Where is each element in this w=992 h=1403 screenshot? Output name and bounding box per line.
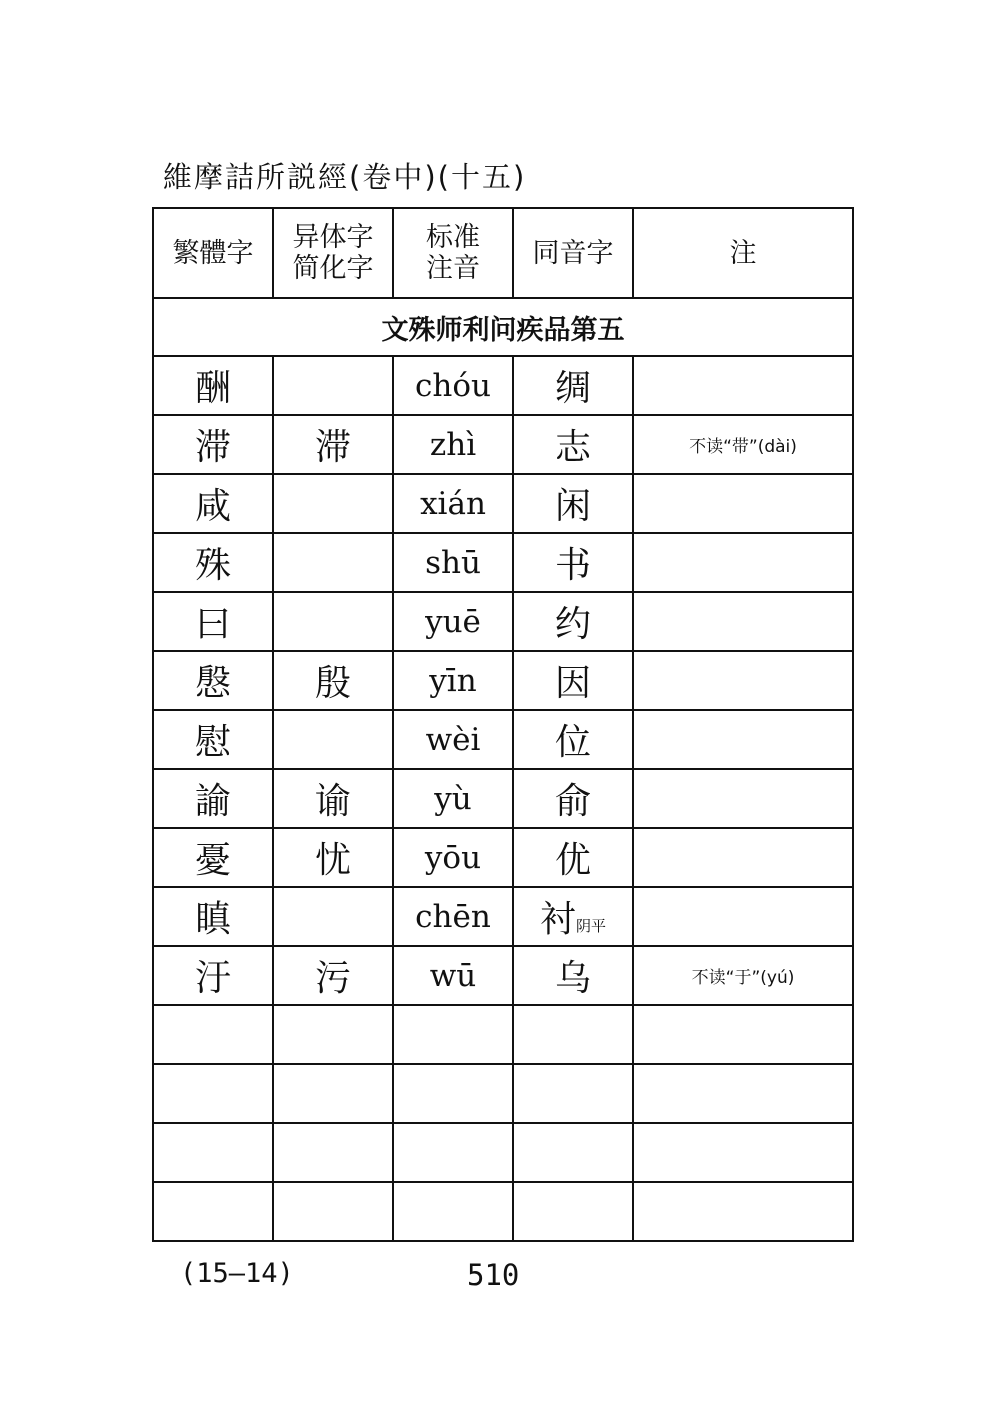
homophone-cell [513,887,633,946]
variant-char-cell-text: 污 [314,958,351,999]
table-row [153,769,853,828]
variant-char-cell [273,356,393,415]
empty-cell [153,1182,273,1241]
pinyin-cell-text: chēn [415,898,491,935]
table-row [153,946,853,1005]
variant-char-cell [273,828,393,887]
trad-char-cell [153,710,273,769]
variant-char-cell [273,592,393,651]
pinyin-cell [393,710,513,769]
header-standard-line2: 注音 [426,253,480,284]
empty-cell [633,1123,853,1182]
note-cell [633,474,853,533]
note-cell [633,356,853,415]
page-title: 維摩詰所説經(卷中)(十五) [163,160,527,194]
pinyin-cell-text: yīn [429,662,477,699]
empty-cell [393,1123,513,1182]
table-row [153,887,853,946]
header-variant [273,208,393,298]
pinyin-cell-text: yuē [425,603,481,640]
header-standard-line1: 标准 [426,222,480,253]
note-cell [633,533,853,592]
variant-char-cell [273,651,393,710]
header-traditional: 繁體字 [153,208,273,298]
homophone-cell-text: 闲 [554,486,591,527]
empty-row [153,1182,853,1241]
homophone-cell [513,946,633,1005]
trad-char-cell [153,592,273,651]
header-variant-line2: 简化字 [292,253,374,284]
note-cell [633,651,853,710]
trad-char-cell [153,887,273,946]
section-row [153,298,853,356]
header-homophone: 同音字 [513,208,633,298]
table-row [153,651,853,710]
table-row [153,828,853,887]
homophone-cell [513,828,633,887]
homophone-cell-text: 位 [554,722,591,763]
variant-char-cell [273,769,393,828]
table-row [153,533,853,592]
trad-char-cell-text: 慇 [194,663,231,704]
header-standard [393,208,513,298]
homophone-cell-text: 志 [554,427,591,468]
note-cell [633,828,853,887]
variant-char-cell [273,887,393,946]
empty-cell [153,1123,273,1182]
homophone-cell-text: 约 [554,604,591,645]
empty-cell [633,1064,853,1123]
note-cell [633,946,853,1005]
empty-cell [393,1005,513,1064]
trad-char-cell-text: 憂 [194,840,231,881]
table-row [153,710,853,769]
trad-char-cell-text: 酬 [194,368,231,409]
pinyin-cell [393,356,513,415]
homophone-cell [513,592,633,651]
trad-char-cell [153,769,273,828]
trad-char-cell-text: 瞋 [194,899,231,940]
variant-char-cell-text: 殷 [314,663,351,704]
note-cell [633,592,853,651]
empty-cell [273,1123,393,1182]
variant-char-cell [273,415,393,474]
pinyin-cell-text: xián [420,485,486,522]
pinyin-cell-text: chóu [415,367,491,404]
note-cell [633,415,853,474]
trad-char-cell-text: 汙 [194,958,231,999]
empty-cell [633,1005,853,1064]
empty-cell [273,1064,393,1123]
homophone-cell [513,769,633,828]
variant-char-cell [273,946,393,1005]
homophone-cell-text: 乌 [554,958,591,999]
empty-cell [513,1182,633,1241]
homophone-cell [513,474,633,533]
empty-cell [153,1064,273,1123]
trad-char-cell-text: 慰 [194,722,231,763]
variant-char-cell-text: 忧 [314,840,351,881]
variant-char-cell [273,533,393,592]
pinyin-cell [393,828,513,887]
table-row [153,415,853,474]
note-cell [633,887,853,946]
trad-char-cell-text: 咸 [194,486,231,527]
homophone-cell [513,415,633,474]
pinyin-cell [393,769,513,828]
empty-cell [633,1182,853,1241]
pinyin-cell [393,946,513,1005]
trad-char-cell [153,356,273,415]
homophone-cell-text: 衬 [539,899,576,940]
variant-char-cell [273,710,393,769]
empty-row [153,1064,853,1123]
variant-char-cell-text: 谕 [314,781,351,822]
pinyin-cell [393,474,513,533]
empty-cell [153,1005,273,1064]
empty-cell [513,1123,633,1182]
trad-char-cell-text: 殊 [194,545,231,586]
variant-char-cell-text: 滞 [314,427,351,468]
homophone-cell [513,710,633,769]
pinyin-cell-text: yù [434,780,472,817]
trad-char-cell-text: 諭 [194,781,231,822]
pinyin-cell-text: shū [425,544,481,581]
empty-row [153,1123,853,1182]
character-table [152,207,854,1242]
trad-char-cell [153,946,273,1005]
tone-mark: 阴平 [576,917,607,935]
pinyin-cell [393,415,513,474]
homophone-cell-text: 优 [554,840,591,881]
homophone-cell-text: 俞 [554,781,591,822]
table-row [153,474,853,533]
note-cell [633,710,853,769]
trad-char-cell [153,415,273,474]
pinyin-cell-text: wū [429,957,477,994]
note-cell-text: 不读“于”(yú) [691,968,795,988]
pinyin-cell [393,592,513,651]
empty-cell [513,1005,633,1064]
pinyin-cell [393,533,513,592]
empty-cell [393,1064,513,1123]
header-variant-line1: 异体字 [292,222,374,253]
trad-char-cell [153,828,273,887]
table-row [153,592,853,651]
pinyin-cell [393,887,513,946]
header-row [153,208,853,298]
trad-char-cell [153,651,273,710]
homophone-cell-text: 因 [554,663,591,704]
footer-code: (15—14) [180,1258,294,1289]
trad-char-cell-text: 滞 [194,427,231,468]
pinyin-cell-text: yōu [424,839,482,876]
empty-cell [513,1064,633,1123]
header-note: 注 [633,208,853,298]
pinyin-cell-text: wèi [425,721,481,758]
empty-cell [273,1182,393,1241]
homophone-cell [513,651,633,710]
pinyin-cell [393,651,513,710]
homophone-cell [513,356,633,415]
empty-row [153,1005,853,1064]
section-title: 文殊师利问疾品第五 [153,298,853,356]
note-cell [633,769,853,828]
trad-char-cell [153,533,273,592]
trad-char-cell-text: 曰 [194,604,231,645]
variant-char-cell [273,474,393,533]
empty-cell [393,1182,513,1241]
homophone-cell-text: 书 [554,545,591,586]
pinyin-cell-text: zhì [429,426,477,463]
page-number: 510 [467,1258,520,1292]
empty-cell [273,1005,393,1064]
homophone-cell [513,533,633,592]
trad-char-cell [153,474,273,533]
note-cell-text: 不读“带”(dài) [689,437,797,457]
homophone-cell-text: 绸 [554,368,591,409]
table-row [153,356,853,415]
